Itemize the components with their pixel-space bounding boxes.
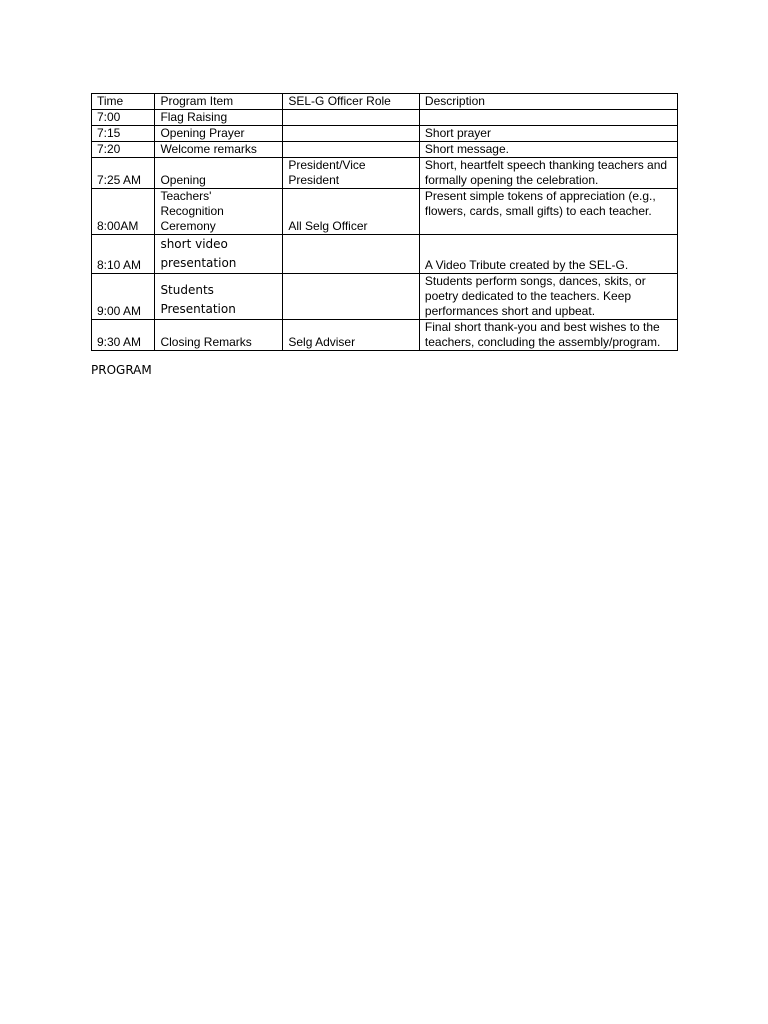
cell-program-item: Opening Prayer (155, 126, 283, 142)
cell-description: Final short thank-you and best wishes to the teachers, concluding the assembly/program. (419, 320, 677, 351)
cell-officer-role (283, 142, 420, 158)
cell-program-item: Students Presentation (155, 274, 283, 320)
cell-time: 8:00AM (92, 189, 155, 235)
cell-time: 8:10 AM (92, 235, 155, 274)
cell-time: 7:15 (92, 126, 155, 142)
program-table (91, 93, 678, 351)
cell-time: 9:30 AM (92, 320, 155, 351)
program-caption: PROGRAM (91, 363, 152, 377)
cell-program-item: Opening (155, 158, 283, 189)
header-officer-role: SEL-G Officer Role (283, 94, 420, 110)
table-row (92, 274, 678, 320)
cell-program-item: Teachers' Recognition Ceremony (155, 189, 283, 235)
cell-description (419, 110, 677, 126)
cell-program-item: Welcome remarks (155, 142, 283, 158)
header-program-item: Program Item (155, 94, 283, 110)
table-header-row (92, 94, 678, 110)
cell-program-item: Closing Remarks (155, 320, 283, 351)
table-row (92, 158, 678, 189)
cell-officer-role (283, 274, 420, 320)
table-row (92, 142, 678, 158)
cell-officer-role (283, 126, 420, 142)
cell-officer-role (283, 110, 420, 126)
cell-time: 9:00 AM (92, 274, 155, 320)
cell-time: 7:20 (92, 142, 155, 158)
cell-program-item: Flag Raising (155, 110, 283, 126)
cell-officer-role: Selg Adviser (283, 320, 420, 351)
cell-time: 7:25 AM (92, 158, 155, 189)
cell-description: Present simple tokens of appreciation (e.g., flowers, cards, small gifts) to each teacher. (419, 189, 677, 235)
table-row (92, 235, 678, 274)
table-row (92, 320, 678, 351)
cell-time: 7:00 (92, 110, 155, 126)
cell-description: Short, heartfelt speech thanking teachers and formally opening the celebration. (419, 158, 677, 189)
cell-officer-role: All Selg Officer (283, 189, 420, 235)
table-row (92, 110, 678, 126)
header-time: Time (92, 94, 155, 110)
table-row (92, 126, 678, 142)
cell-program-item: short video presentation (155, 235, 283, 274)
cell-officer-role (283, 235, 420, 274)
cell-description: A Video Tribute created by the SEL-G. (419, 235, 677, 274)
cell-description: Students perform songs, dances, skits, or poetry dedicated to the teachers. Keep performances short and upbeat. (419, 274, 677, 320)
cell-description: Short message. (419, 142, 677, 158)
header-description: Description (419, 94, 677, 110)
cell-officer-role: President/Vice President (283, 158, 420, 189)
cell-description: Short prayer (419, 126, 677, 142)
table-row (92, 189, 678, 235)
